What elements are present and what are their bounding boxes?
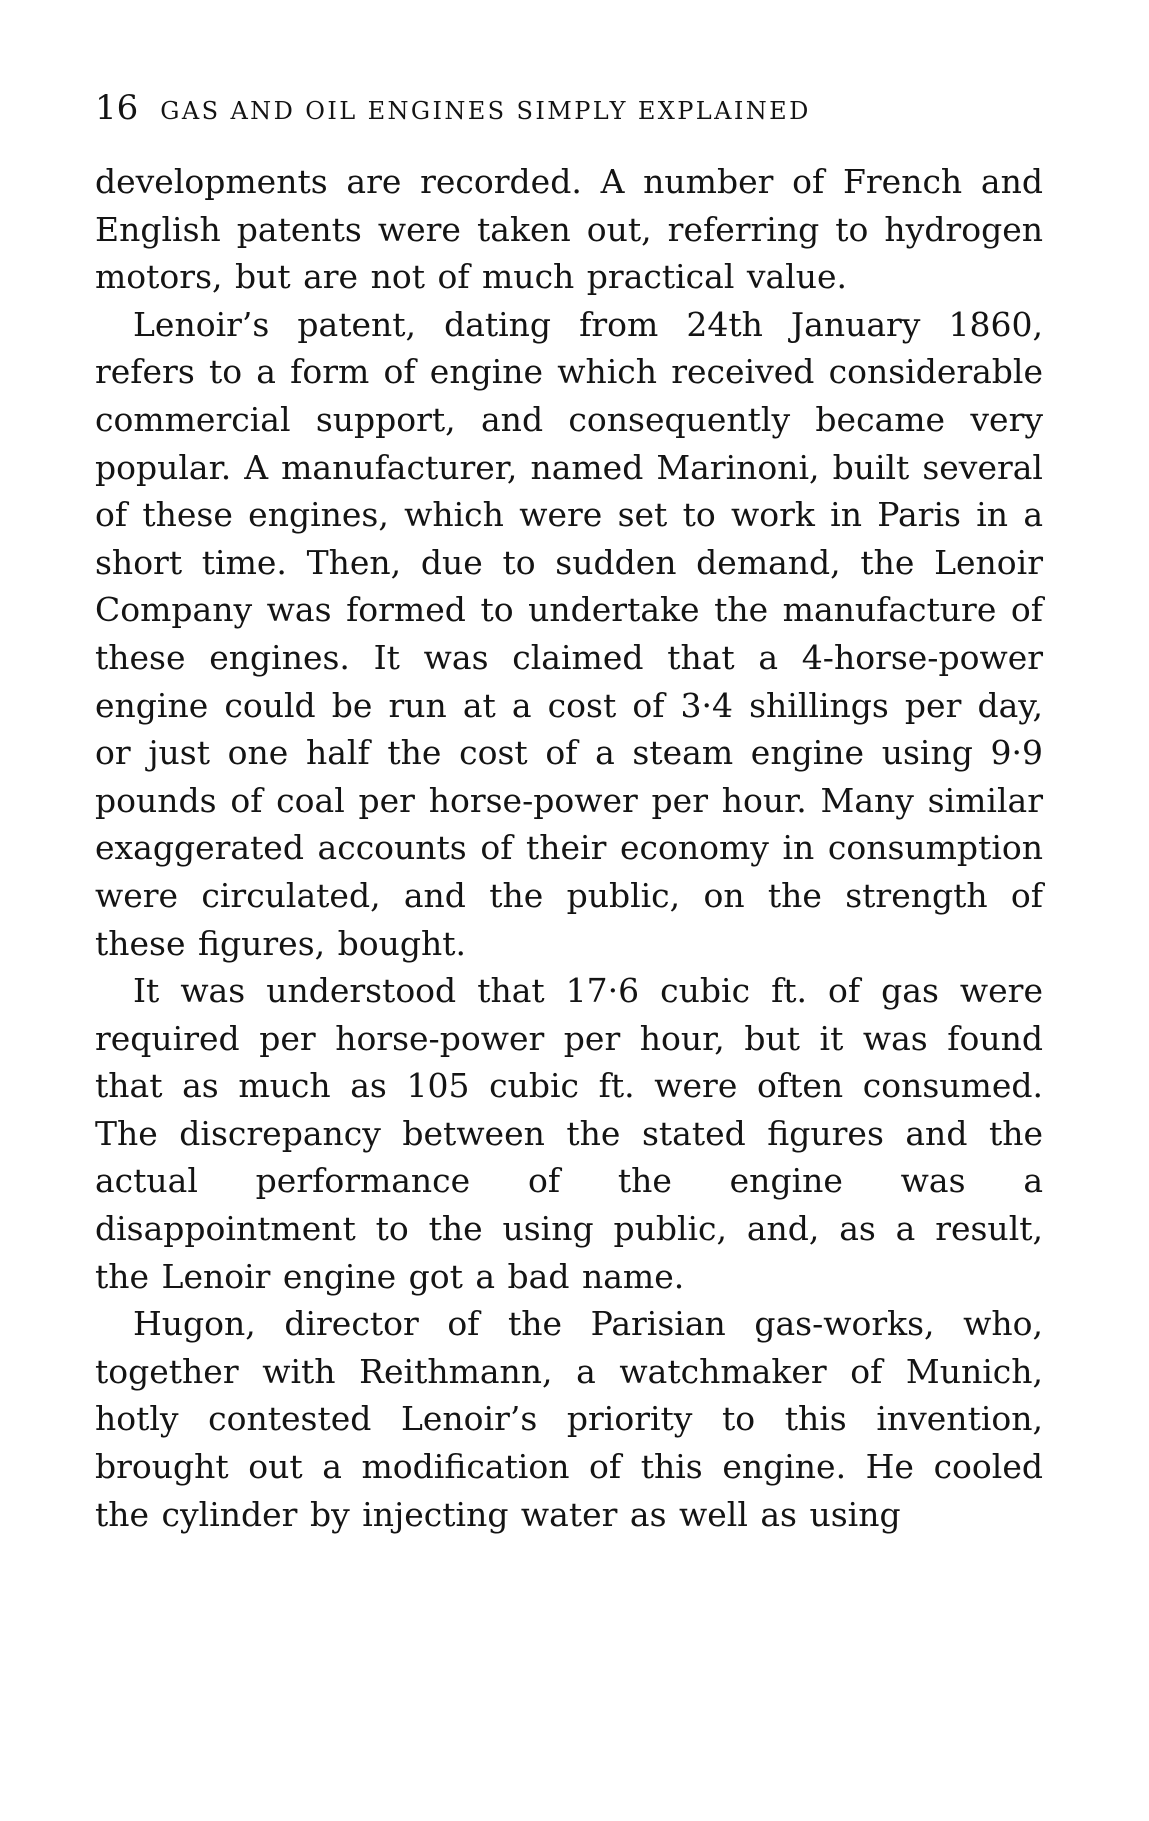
book-page: [95, 88, 1043, 1538]
page-header: [95, 88, 1043, 150]
page-number: 16: [95, 88, 139, 128]
body-text: [95, 158, 1043, 1538]
paragraph-lenoir-patent: Lenoir’s patent, dating from 24th January 1860, refers to a form of engine which received considerable commercial support, and consequently became very popular. A manufacturer, named Marinoni, built several of these engines, which were set to work in Paris in a short time. Then, due to sudden demand, the Lenoir Company was formed to undertake the manufacture of these engines. It was claimed that a 4-horse-power engine could be run at a cost of 3·4 shillings per day, or just one half the cost of a steam engine using 9·9 pounds of coal per horse-power per hour. Many similar exaggerated accounts of their economy in consumption were circulated, and the public, on the strength of these figures, bought.: [95, 304, 1043, 963]
paragraph-continued: developments are recorded. A number of French and English patents were taken out, referring to hydrogen motors, but are not of much practical value.: [95, 162, 1043, 297]
running-title: GAS AND OIL ENGINES SIMPLY EXPLAINED: [160, 97, 811, 125]
paragraph-hugon: Hugon, director of the Parisian gas-works, who, together with Reithmann, a watchmaker of Munich, hotly contested Lenoir’s priority to this invention, brought out a modification of this engine. He cooled the cylinder by injecting water as well as using: [95, 1304, 1043, 1534]
paragraph-gas-consumption: It was understood that 17·6 cubic ft. of gas were required per horse-power per hour, but it was found that as much as 105 cubic ft. were often consumed. The discrepancy between the stated figures and the actual performance of the engine was a disappointment to the using public, and, as a result, the Lenoir engine got a bad name.: [95, 971, 1043, 1296]
